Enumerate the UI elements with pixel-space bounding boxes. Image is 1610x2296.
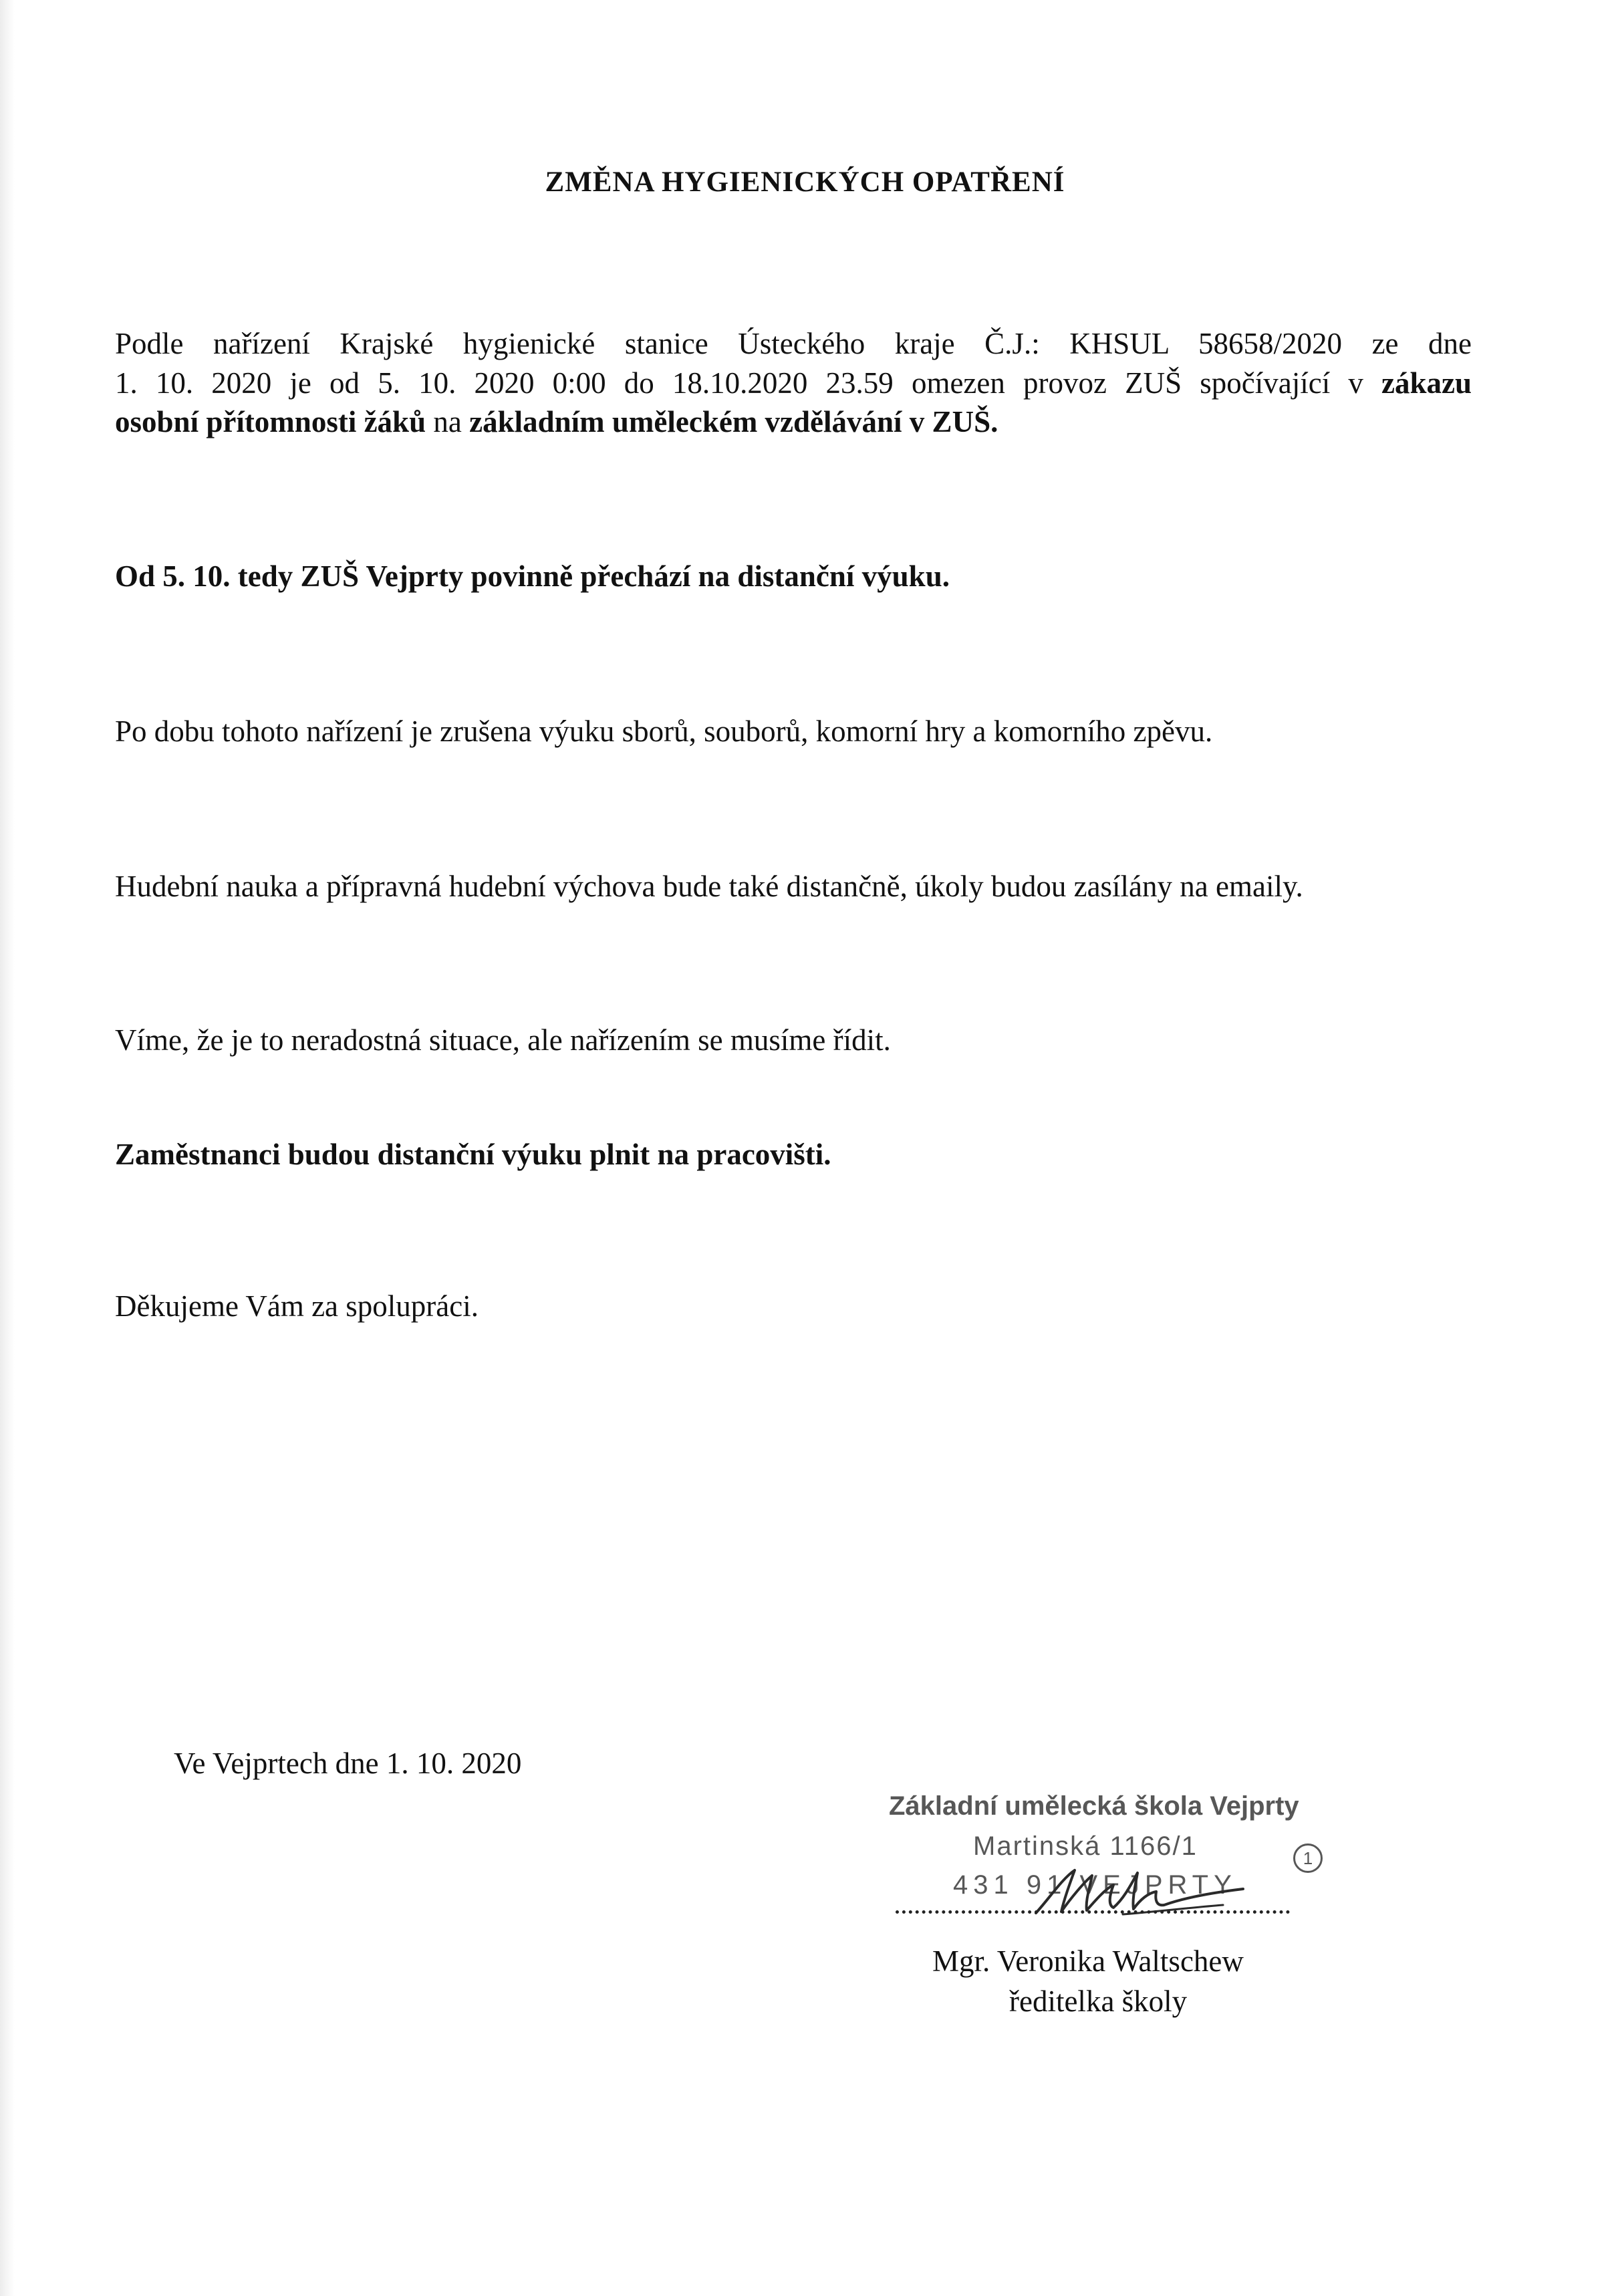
paragraph-regulation <box>115 324 1472 442</box>
regulation-line-3-bold-1: osobní přítomnosti žáků <box>115 405 426 438</box>
paragraph-distance-learning: Od 5. 10. tedy ZUŠ Vejprty povinně přechází na distanční výuku. <box>115 559 950 593</box>
stamp-school-name: Základní umělecká škola Vejprty <box>889 1791 1299 1821</box>
stamp-street: Martinská 1166/1 <box>973 1831 1198 1861</box>
regulation-line-3-text: na <box>433 405 462 438</box>
paragraph-thanks: Děkujeme Vám za spolupráci. <box>115 1289 479 1323</box>
document-title: ZMĚNA HYGIENICKÝCH OPATŘENÍ <box>545 166 1065 198</box>
date-line: Ve Vejprtech dne 1. 10. 2020 <box>174 1747 522 1780</box>
signer-name: Mgr. Veronika Waltschew <box>932 1944 1244 1978</box>
paragraph-cancelled-lessons: Po dobu tohoto nařízení je zrušena výuku sborů, souborů, komorní hry a komorního zpěvu. <box>115 715 1213 748</box>
regulation-line-2 <box>115 364 1472 403</box>
stamp-city: 431 91 VEJPRTY <box>953 1870 1237 1900</box>
regulation-line-3 <box>115 402 1472 442</box>
signature-icon <box>1023 1858 1263 1925</box>
regulation-line-1: Podle nařízení Krajské hygienické stanice Ústeckého kraje Č.J.: KHSUL 58658/2020 ze dne <box>115 327 1472 360</box>
regulation-line-3-bold-2: základním uměleckém vzdělávání v ZUŠ. <box>469 405 998 438</box>
regulation-line-2-text: 1. 10. 2020 je od 5. 10. 2020 0:00 do 18.10.2020 23.59 omezen provoz ZUŠ spočívající v <box>115 366 1363 400</box>
stamp-number-mark: 1 <box>1293 1843 1323 1873</box>
paragraph-situation: Víme, že je to neradostná situace, ale nařízením se musíme řídit. <box>115 1023 891 1057</box>
paragraph-employees: Zaměstnanci budou distanční výuku plnit na pracovišti. <box>115 1138 831 1171</box>
regulation-line-2-bold: zákazu <box>1381 366 1472 400</box>
signer-role: ředitelka školy <box>1009 1985 1188 2018</box>
signature-line <box>896 1906 1290 1914</box>
paragraph-music-theory: Hudební nauka a přípravná hudební výchova bude také distančně, úkoly budou zasílány na emaily. <box>115 870 1303 903</box>
scan-edge-shadow <box>0 0 15 2296</box>
